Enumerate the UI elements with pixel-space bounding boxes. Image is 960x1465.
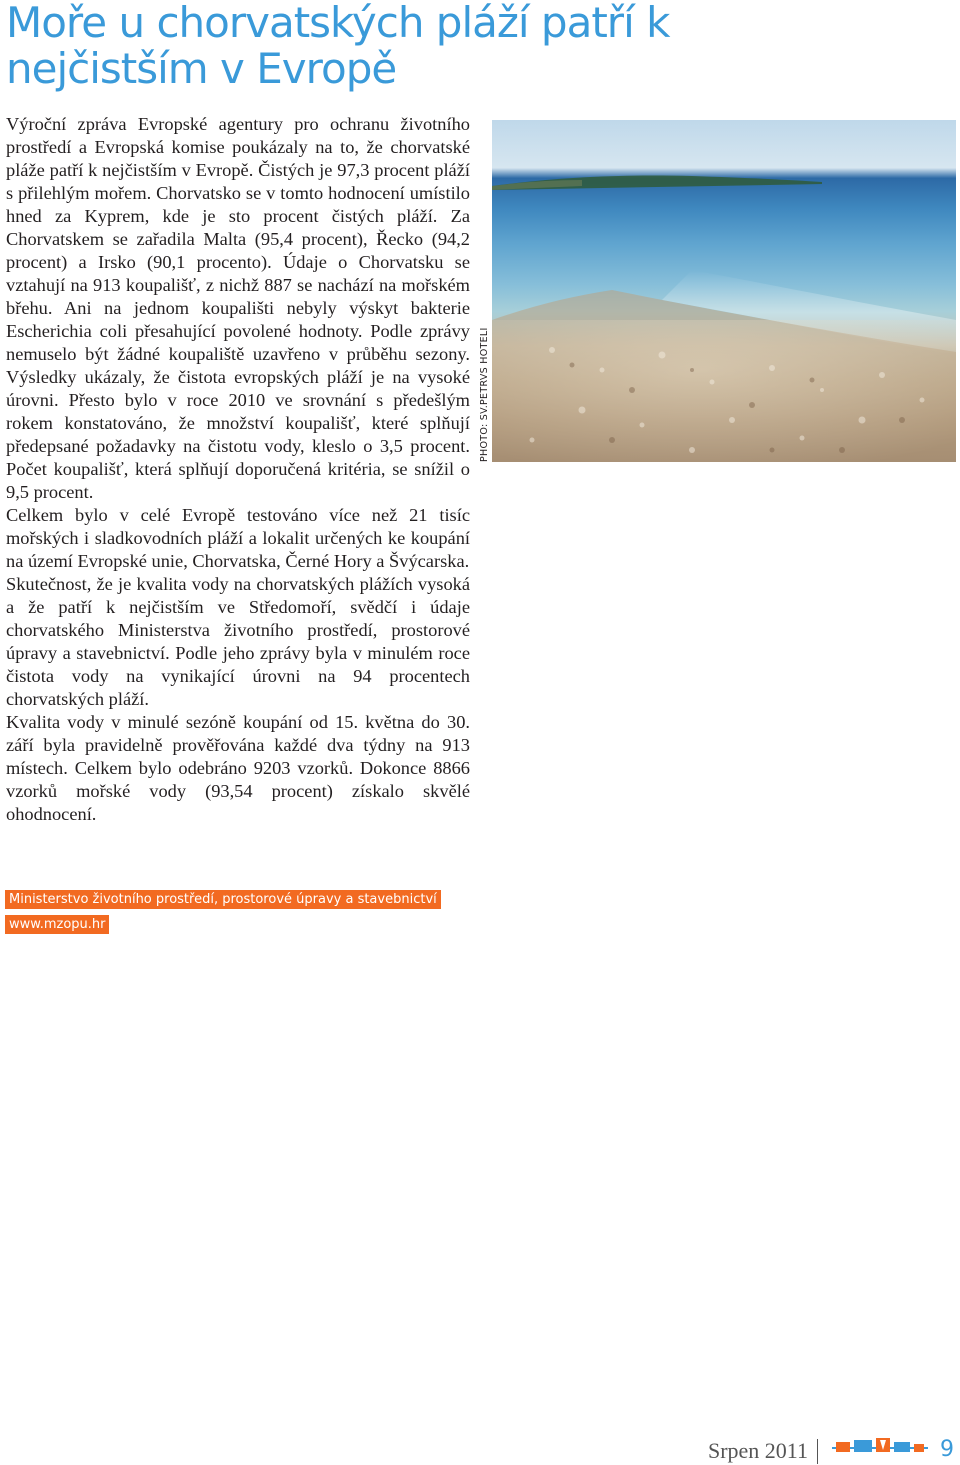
article-body bbox=[6, 113, 470, 826]
article-headline: Moře u chorvatských pláží patří k nejčistším v Evropě bbox=[6, 0, 670, 93]
article-paragraph: Celkem bylo v celé Evropě testováno více než 21 tisíc mořských i sladkovodních pláží a lokalit určených ke koupání na území Evropské unie, Chorvatska, Černé Hory a Švýcarska. bbox=[6, 505, 470, 571]
page-number: 9 bbox=[940, 1437, 954, 1462]
article-paragraph: Skutečnost, že je kvalita vody na chorvatských plážích vysoká a že patří k nejčistším ve Středomoří, svědčí i údaje chorvatského Ministerstva životního prostředí, prostorové úpravy a stavebnictví. Podle jeho zprávy byla v minulém roce čistota vody na vynikající úrovni na 94 procentech chorvatských pláží. bbox=[6, 574, 470, 709]
ministry-tag: Ministerstvo životního prostředí, prostorové úpravy a stavebnictví bbox=[5, 890, 441, 909]
issue-date: Srpen 2011 bbox=[707, 1438, 808, 1463]
article-paragraph: Výroční zpráva Evropské agentury pro ochranu životního prostředí a Evropská komise poukázaly na to, že chorvatské pláže patří k nejčistším v Evropě. Čistých je 97,3 procent pláží s přilehlým mořem. Chorvatsko se v tomto hodnocení umístilo hned za Kyprem, kde je sto procent čistých pláží. Za Chorvatskem se zařadila Malta (95,4 procent), Řecko (94,2 procent) a Irsko (90,1 procento). Údaje o Chorvatsku se vztahují na 913 koupališť, z nichž 887 se nachází na mořském břehu. Ani na jednom koupališti nebyly výskyt bakterie Escherichia coli přesahující povolené hodnoty. Podle zprávy nemuselo být žádné koupaliště uzavřeno v průběhu sezony. Výsledky ukázaly, že čistota evropských pláží je na vysoké úrovni. Přesto bylo v roce 2010 ve srovnání s předešlým rokem konstatováno, že množství koupališť, které splňují předepsané požadavky na čistotu vody, kleslo o 3,5 procent. Počet koupališť, která splňují doporučená kritéria, se snížil o 9,5 procent. bbox=[6, 114, 470, 502]
article-paragraph: Kvalita vody v minulé sezóně koupání od 15. května do 30. září byla pravidelně prověřována každé dva týdny na 913 místech. Celkem bylo odebráno 9203 vzorků. Dokonce 8866 vzorků mořské vody (93,54 procent) získalo skvělé ohodnocení. bbox=[6, 712, 470, 824]
beach-photo bbox=[492, 120, 956, 462]
ministry-website-link[interactable]: www.mzopu.hr bbox=[5, 915, 109, 934]
photo-credit: PHOTO: SV.PETRVS HOTELI bbox=[479, 327, 490, 462]
footer-divider bbox=[817, 1439, 818, 1464]
beach-photo-illustration bbox=[492, 120, 956, 462]
magazine-logo-icon bbox=[832, 1436, 928, 1458]
